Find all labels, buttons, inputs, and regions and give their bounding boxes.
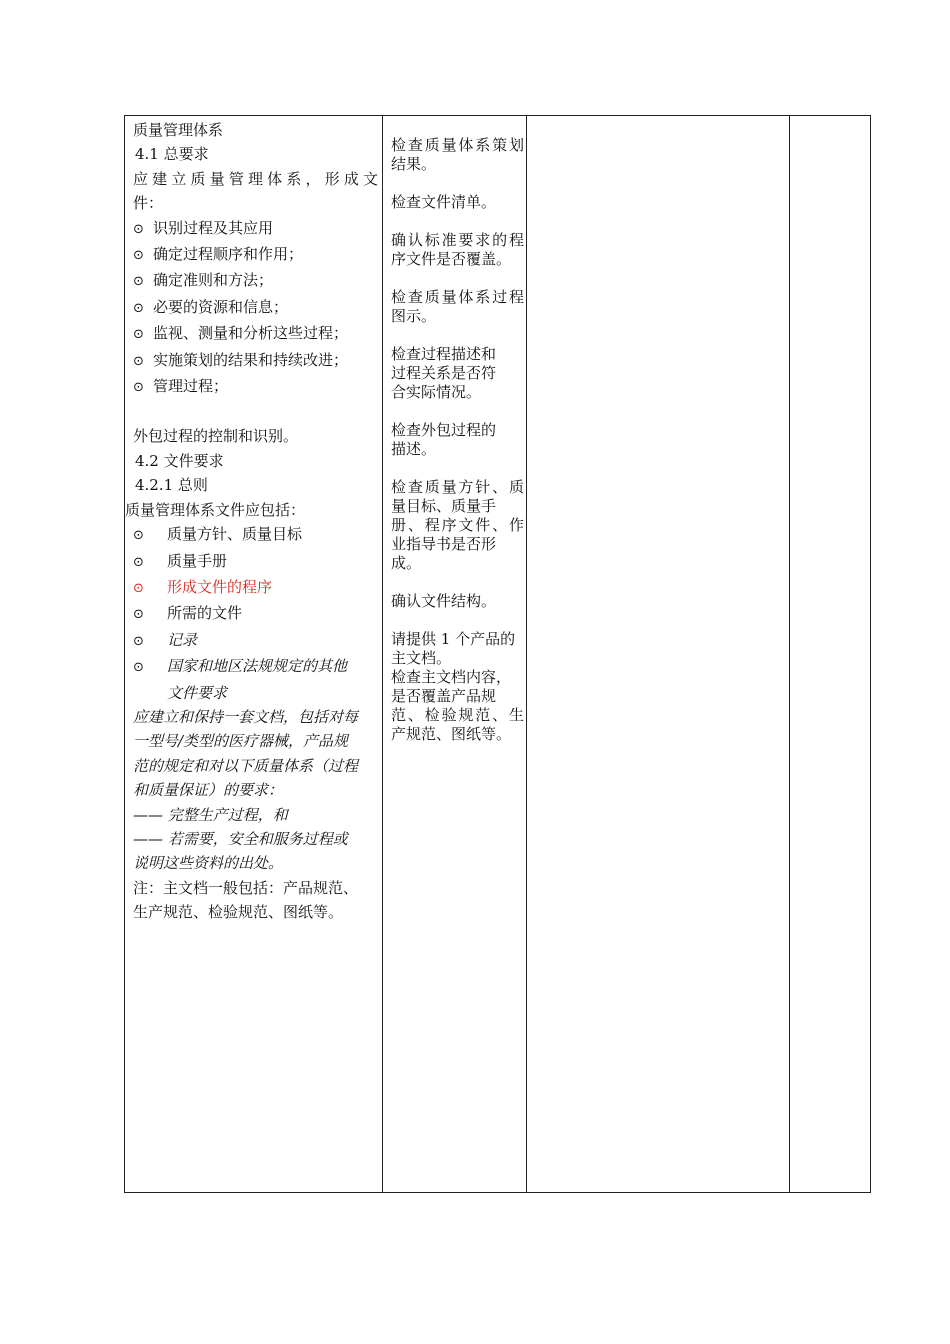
check-item: 请提供 1 个产品的 主文档。 [391, 630, 516, 667]
check-item: 检查质量体系过程 图示。 [391, 288, 524, 325]
list-item: ⊙ 确定准则和方法； [133, 268, 378, 294]
requirement-text: 一型号/类型的医疗器械，产品规 [133, 732, 349, 751]
bullet-icon: ⊙ [133, 580, 144, 596]
check-item: 确认文件结构。 [391, 592, 497, 610]
bullet-icon: ⊙ [133, 300, 144, 316]
check-item: 确认标准要求的程 序文件是否覆盖。 [391, 231, 524, 268]
list-item: ⊙ 质量方针、质量目标 [133, 522, 378, 548]
requirement-text: 外包过程的控制和识别。 [133, 427, 299, 446]
list-item: ⊙ 记录 [133, 628, 378, 654]
list-item-continuation: 文件要求 [167, 683, 228, 702]
list-item: ⊙ 管理过程； [133, 374, 378, 400]
list-item: ⊙ 实施策划的结果和持续改进； [133, 348, 378, 374]
bullet-icon: ⊙ [133, 221, 144, 237]
list-item: ⊙ 识别过程及其应用 [133, 216, 378, 242]
check-item: 检查质量方针、质 量目标、质量手 册、程序文件、作 业指导书是否形 成。 [391, 478, 524, 572]
list-item-highlighted: ⊙ 形成文件的程序 [133, 575, 378, 601]
dash-item: —— 完整生产过程，和 [133, 805, 288, 824]
bullet-icon: ⊙ [133, 274, 144, 290]
list-item: ⊙ 监视、测量和分析这些过程； [133, 321, 378, 347]
list-item: ⊙ 质量手册 [133, 549, 378, 575]
requirement-text: 应建立质量管理体系，形成文 [133, 169, 378, 188]
bullet-icon: ⊙ [133, 353, 144, 369]
requirement-text: 和质量保证）的要求： [133, 781, 284, 800]
clause-heading: 4.2.1 总则 [135, 476, 208, 495]
bullet-icon: ⊙ [133, 633, 144, 649]
note-text: 注：主文档一般包括：产品规范、 [133, 878, 359, 897]
section-title: 质量管理体系 [133, 121, 224, 139]
dash-item: —— 若需要，安全和服务过程或 [133, 829, 348, 848]
check-item: 检查文件清单。 [391, 193, 497, 211]
clause-heading: 4.2 文件要求 [135, 451, 224, 470]
empty-column [790, 116, 870, 1192]
bullet-icon: ⊙ [133, 660, 144, 676]
audit-table [124, 115, 871, 1193]
bullet-icon: ⊙ [133, 380, 144, 396]
requirement-text: 件： [133, 194, 164, 213]
bullet-icon: ⊙ [133, 248, 144, 264]
requirement-text: 范的规定和对以下质量体系（过程 [133, 756, 359, 775]
list-item: ⊙ 国家和地区法规规定的其他 [133, 654, 378, 680]
list-item: ⊙ 所需的文件 [133, 601, 378, 627]
requirements-column [125, 116, 382, 1192]
bullet-icon: ⊙ [133, 607, 144, 623]
check-item: 检查主文档内容， 是否覆盖产品规 范、检验规范、生 产规范、图纸等。 [391, 668, 524, 743]
list-item: ⊙ 确定过程顺序和作用； [133, 242, 378, 268]
bullet-icon: ⊙ [133, 554, 144, 570]
checks-column [383, 116, 526, 1192]
requirement-text: 应建立和保持一套文档，包括对每 [133, 707, 359, 726]
requirement-text: 说明这些资料的出处。 [133, 854, 284, 873]
requirement-text: 质量管理体系文件应包括： [125, 500, 306, 519]
empty-column [527, 116, 789, 1192]
check-item: 检查外包过程的 描述。 [391, 421, 497, 458]
list-item: ⊙ 必要的资源和信息； [133, 295, 378, 321]
check-item: 检查过程描述和 过程关系是否符 合实际情况。 [391, 345, 497, 401]
bullet-icon: ⊙ [133, 528, 144, 544]
clause-heading: 4.1 总要求 [135, 145, 209, 164]
check-item: 检查质量体系策划 结果。 [391, 136, 524, 173]
note-text: 生产规范、检验规范、图纸等。 [133, 903, 344, 922]
bullet-icon: ⊙ [133, 327, 144, 343]
